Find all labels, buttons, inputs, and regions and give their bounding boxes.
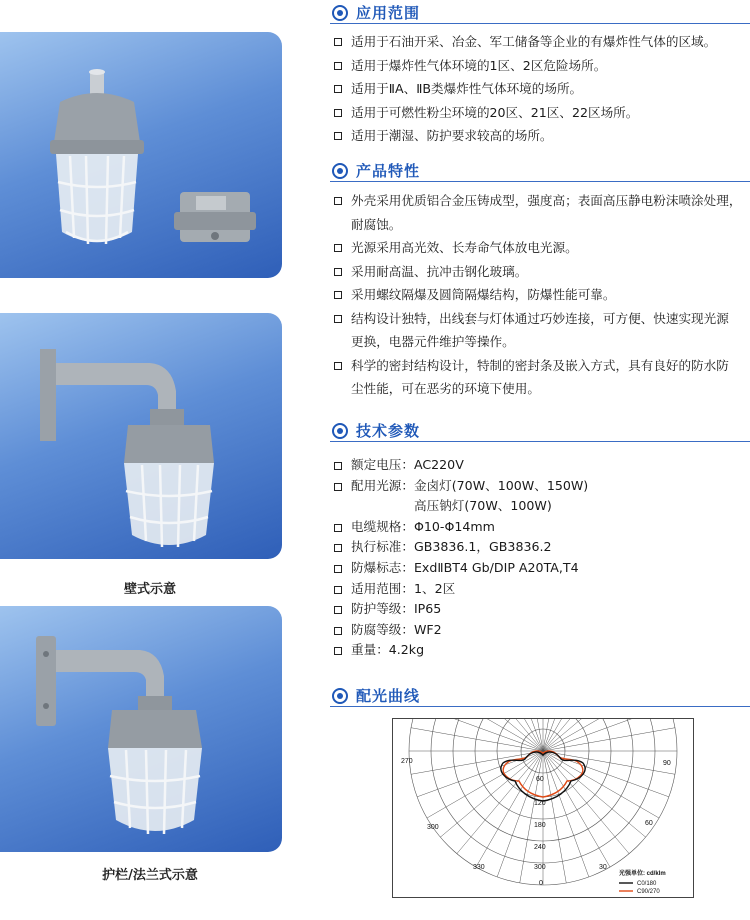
spec-item: 重量：4.2kg xyxy=(334,640,750,661)
polar-chart-svg xyxy=(393,719,693,897)
bullet-square-icon xyxy=(334,565,342,573)
bullet-square-icon xyxy=(334,315,342,323)
bullet-square-icon xyxy=(334,586,342,594)
section-header-features xyxy=(330,160,750,182)
grid-spoke xyxy=(543,719,659,751)
spec-item: 配用光源：金卤灯(70W、100W、150W) xyxy=(334,476,750,497)
spec-item: 电缆规格：Φ10-Φ14mm xyxy=(334,517,750,538)
target-icon xyxy=(332,5,348,21)
target-icon xyxy=(332,163,348,179)
radial-label-180: 180 xyxy=(534,822,546,829)
grid-spoke xyxy=(497,751,543,877)
grid-spoke xyxy=(427,719,543,751)
list-item: 采用耐高温、抗冲击钢化玻璃。 xyxy=(334,260,750,284)
list-item: 科学的密封结构设计，特制的密封条及嵌入方式，具有良好的防水防 尘性能，可在恶劣的环境下使用。 xyxy=(334,354,750,401)
angle-label-330: 330 xyxy=(473,864,485,871)
list-item: 适用于石油开采、冶金、军工储备等企业的有爆炸性气体的区域。 xyxy=(334,30,750,54)
section-divider xyxy=(330,23,750,24)
product-photo-guard xyxy=(0,606,282,852)
section-title-specs: 技术参数 xyxy=(356,422,421,440)
section-divider xyxy=(330,706,750,707)
section-header-application xyxy=(330,2,750,24)
spec-item: 适用范围：1、2区 xyxy=(334,579,750,600)
list-item: 适用于潮湿、防护要求较高的场所。 xyxy=(334,124,750,148)
caption-guard: 护栏/法兰式示意 xyxy=(102,868,198,883)
specs-list xyxy=(334,455,750,661)
light-distribution-chart xyxy=(392,718,694,898)
bullet-square-icon xyxy=(334,291,342,299)
list-item: 适用于爆炸性气体环境的1区、2区危险场所。 xyxy=(334,54,750,78)
section-divider xyxy=(330,181,750,182)
bullet-square-icon xyxy=(334,109,342,117)
spec-item: 执行标准：GB3836.1，GB3836.2 xyxy=(334,537,750,558)
bullet-square-icon xyxy=(334,268,342,276)
spec-item: 防腐等级：WF2 xyxy=(334,620,750,641)
legend-label-c0: C0/180 xyxy=(637,881,657,887)
bullet-square-icon xyxy=(334,544,342,552)
bullet-square-icon xyxy=(334,524,342,532)
product-photo-wall xyxy=(0,313,282,559)
bullet-square-icon xyxy=(334,483,342,491)
bullet-square-icon xyxy=(334,62,342,70)
angle-label-300: 300 xyxy=(427,824,439,831)
bullet-square-icon xyxy=(334,362,342,370)
angle-label-60: 60 xyxy=(645,820,653,827)
product-photo-main xyxy=(0,32,282,278)
caption-wall: 壁式示意 xyxy=(123,582,176,597)
bullet-square-icon xyxy=(334,606,342,614)
spec-item: 防爆标志：ExdⅡBT4 Gb/DIP A20TA,T4 xyxy=(334,558,750,579)
application-list xyxy=(334,30,750,148)
radial-label-120: 120 xyxy=(534,800,546,807)
target-icon xyxy=(332,423,348,439)
angle-label-90: 90 xyxy=(663,760,671,767)
radial-label-300: 300 xyxy=(534,864,546,871)
grid-spoke xyxy=(520,719,543,751)
spec-item: 防护等级：IP65 xyxy=(334,599,750,620)
list-item: 光源采用高光效、长寿命气体放电光源。 xyxy=(334,236,750,260)
legend-label-c90: C90/270 xyxy=(637,889,660,895)
bullet-square-icon xyxy=(334,85,342,93)
bullet-square-icon xyxy=(334,132,342,140)
grid-spoke xyxy=(543,719,566,751)
bullet-square-icon xyxy=(334,244,342,252)
section-title-features: 产品特性 xyxy=(356,162,421,180)
list-item: 结构设计独特，出线套与灯体通过巧妙连接，可方便、快速实现光源 更换，电器元件维护等操作。 xyxy=(334,307,750,354)
bullet-square-icon xyxy=(334,627,342,635)
spec-item-continuation: 高压钠灯(70W、100W) xyxy=(414,498,552,514)
section-divider xyxy=(330,441,750,442)
list-item: 外壳采用优质铝合金压铸成型，强度高；表面高压静电粉沫喷涂处理， 耐腐蚀。 xyxy=(334,189,750,236)
bullet-square-icon xyxy=(334,197,342,205)
spec-item: 额定电压：AC220V xyxy=(334,455,750,476)
radial-label-60: 60 xyxy=(536,776,544,783)
list-item: 适用于ⅡA、ⅡB类爆炸性气体环境的场所。 xyxy=(334,77,750,101)
legend-title: 光强单位: cd/klm xyxy=(619,871,666,877)
bullet-square-icon xyxy=(334,647,342,655)
list-item: 适用于可燃性粉尘环境的20区、21区、22区场所。 xyxy=(334,101,750,125)
bullet-square-icon xyxy=(334,38,342,46)
section-header-curve xyxy=(330,685,750,707)
section-header-specs xyxy=(330,420,750,442)
section-title-application: 应用范围 xyxy=(356,4,421,22)
list-item: 采用螺纹隔爆及圆筒隔爆结构，防爆性能可靠。 xyxy=(334,283,750,307)
angle-label-0: 0 xyxy=(539,880,543,887)
features-list xyxy=(334,189,750,401)
bullet-square-icon xyxy=(334,462,342,470)
section-title-curve: 配光曲线 xyxy=(356,687,421,705)
target-icon xyxy=(332,688,348,704)
angle-label-30: 30 xyxy=(599,864,607,871)
grid-spoke xyxy=(543,751,589,877)
angle-label-270: 270 xyxy=(401,758,413,765)
radial-label-240: 240 xyxy=(534,844,546,851)
